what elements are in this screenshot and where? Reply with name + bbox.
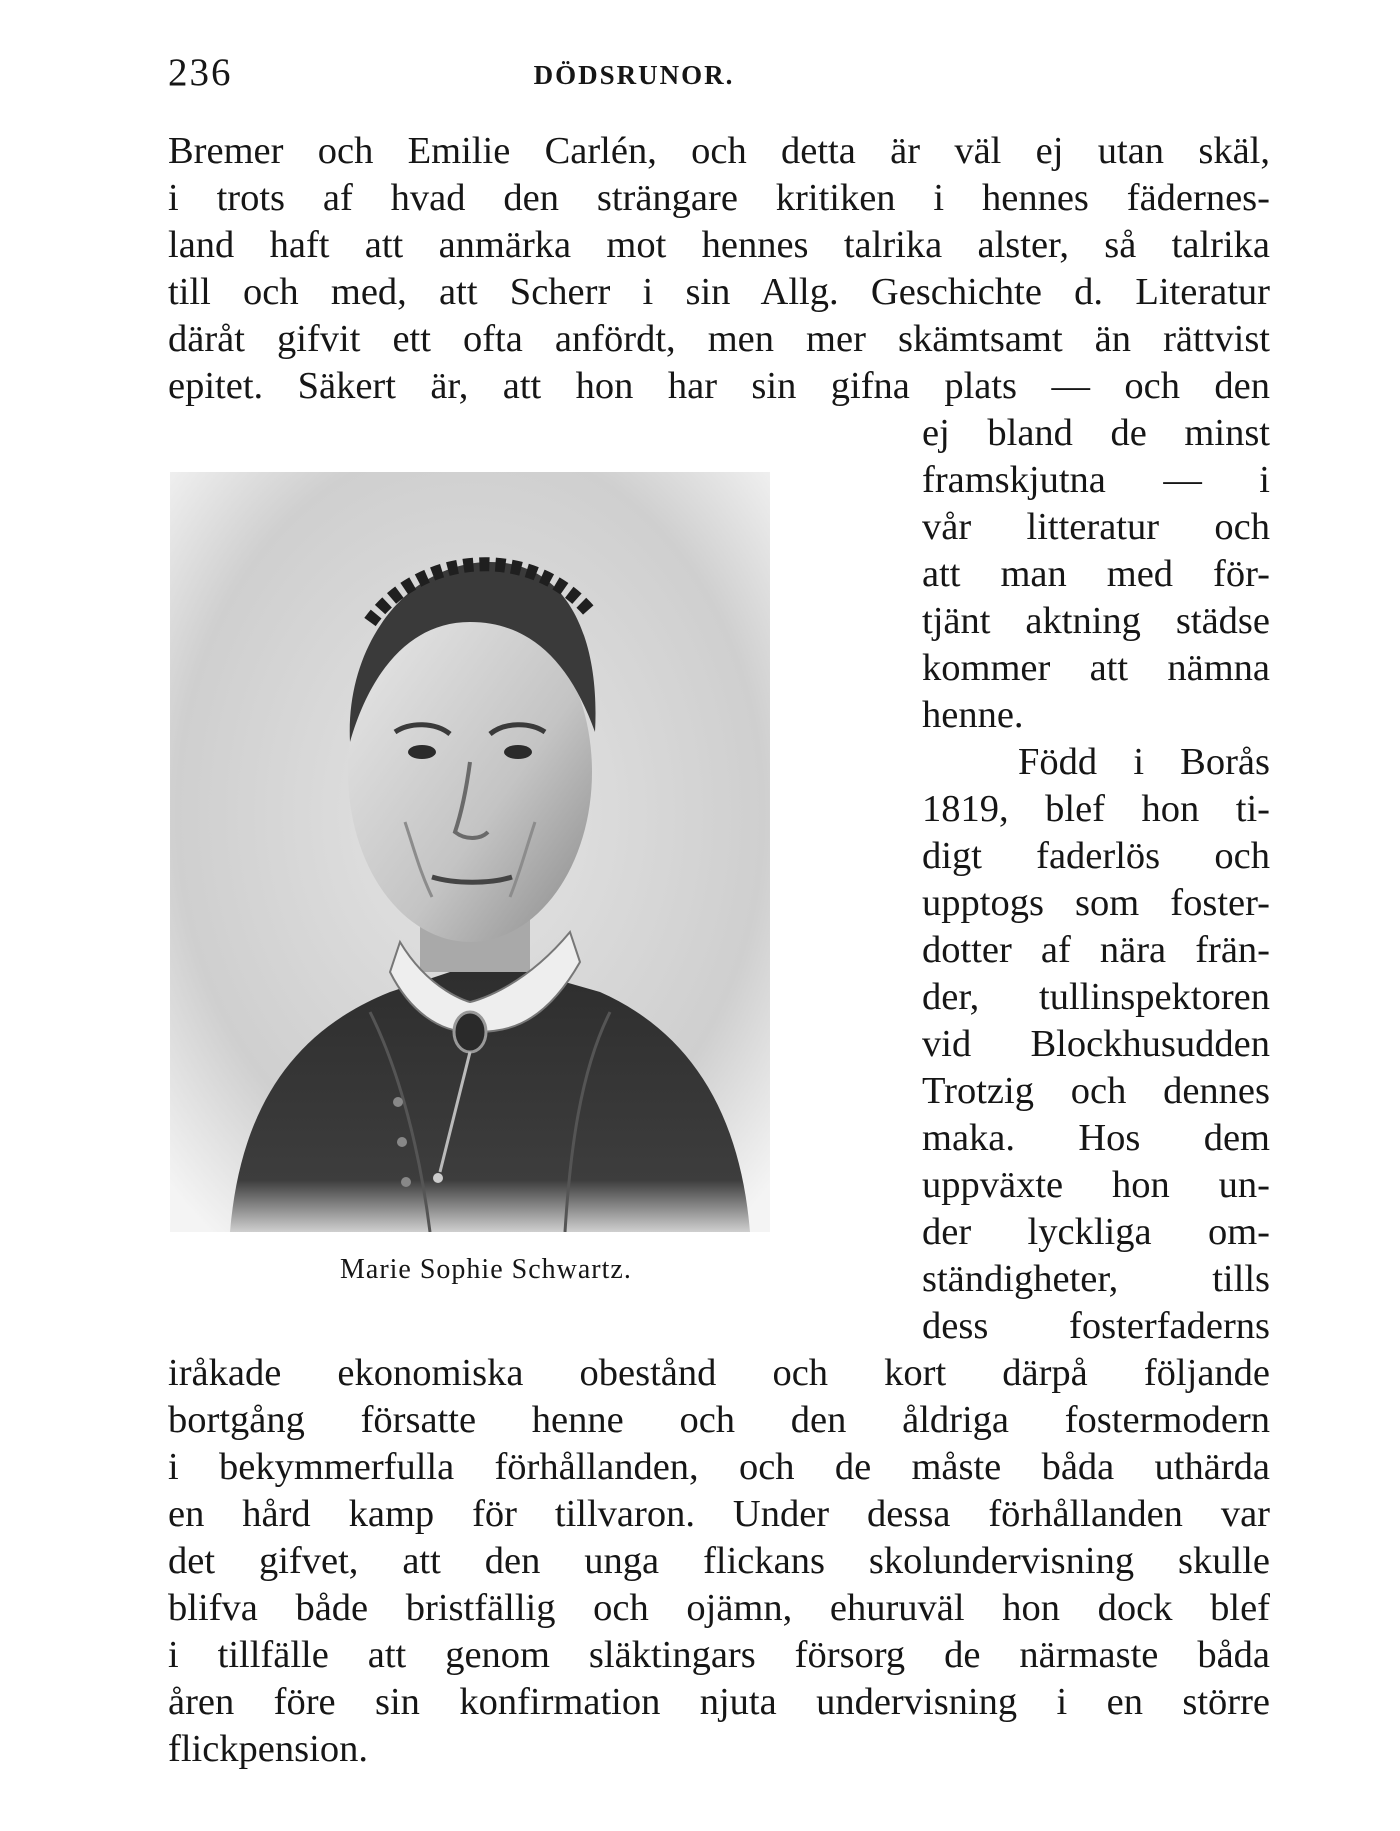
text-line: ej bland de minst (922, 412, 1270, 454)
text-line: vår litteratur och (922, 506, 1270, 548)
text-line: en hård kamp för tillvaron. Under dessa förhållanden var (168, 1493, 1270, 1535)
running-head: DÖDSRUNOR. (533, 60, 735, 90)
text-line: Bremer och Emilie Carlén, och detta är väl ej utan skäl, (168, 130, 1270, 172)
text-line: i bekymmerfulla förhållanden, och de måste båda uthärda (168, 1446, 1270, 1488)
text-line: der, tullinspektoren (922, 976, 1270, 1018)
text-line: det gifvet, att den unga flickans skolundervisning skulle (168, 1540, 1270, 1582)
text-line: epitet. Säkert är, att hon har sin gifna plats — och den (168, 365, 1270, 407)
text-line: Trotzig och dennes (922, 1070, 1270, 1112)
text-line: Född i Borås (1018, 741, 1270, 783)
text-line: flickpension. (168, 1728, 368, 1770)
text-line: kommer att nämna (922, 647, 1270, 689)
text-line: upptogs som foster- (922, 882, 1270, 924)
text-line: blifva både bristfällig och ojämn, ehuruväl hon dock blef (168, 1587, 1270, 1629)
text-line: ständigheter, tills (922, 1258, 1270, 1300)
text-line: dess fosterfaderns (922, 1305, 1270, 1347)
text-line: däråt gifvit ett ofta anfördt, men mer skämtsamt än rättvist (168, 318, 1270, 360)
text-line: till och med, att Scherr i sin Allg. Geschichte d. Literatur (168, 271, 1270, 313)
text-line: dotter af nära frän- (922, 929, 1270, 971)
text-line: henne. (922, 694, 1024, 736)
text-line: der lyckliga om- (922, 1211, 1270, 1253)
text-line: i tillfälle att genom släktingars försorg de närmaste båda (168, 1634, 1270, 1676)
text-line: uppväxte hon un- (922, 1164, 1270, 1206)
text-line: i trots af hvad den strängare kritiken i hennes fädernes- (168, 177, 1270, 219)
text-line: tjänt aktning städse (922, 600, 1270, 642)
page-number: 236 (168, 51, 233, 94)
text-line: digt faderlös och (922, 835, 1270, 877)
text-line: iråkade ekonomiska obestånd och kort därpå följande (168, 1352, 1270, 1394)
text-line: åren före sin konfirmation njuta undervisning i en större (168, 1681, 1270, 1723)
text-line: maka. Hos dem (922, 1117, 1270, 1159)
text-line: vid Blockhusudden (922, 1023, 1270, 1065)
text-line: att man med för- (922, 553, 1270, 595)
text-line: land haft att anmärka mot hennes talrika alster, så talrika (168, 224, 1270, 266)
portrait-image (170, 472, 770, 1232)
figure-caption: Marie Sophie Schwartz. (340, 1254, 632, 1285)
text-line: 1819, blef hon ti- (922, 788, 1270, 830)
text-line: bortgång försatte henne och den åldriga fostermodern (168, 1399, 1270, 1441)
page-header (168, 50, 1270, 96)
text-line: framskjutna — i (922, 459, 1270, 501)
